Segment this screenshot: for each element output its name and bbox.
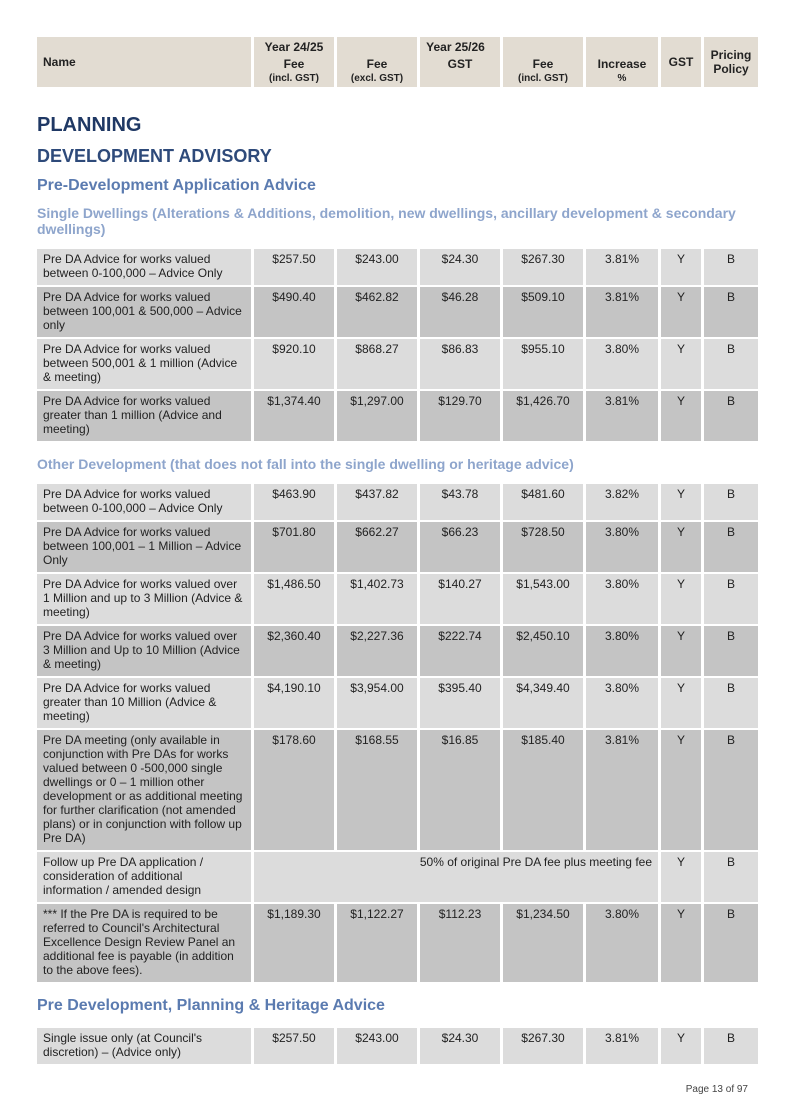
- row-fee-excl-gst: $1,122.27: [337, 904, 417, 982]
- row-fee-incl-gst: $1,426.70: [503, 391, 583, 441]
- row-pricing-policy: B: [704, 852, 758, 902]
- row-name: Pre DA meeting (only available in conjunction with Pre DAs for works valued between 0 -500,000 single dwellings or 0 – 1 million other development or as additional meeting for further clarification (not amended plans) or in conjunction with follow up Pre DA): [37, 730, 251, 850]
- header-gst-flag: GST: [661, 37, 701, 87]
- header-year-2526: Year 25/26: [426, 40, 485, 54]
- table-row: [37, 730, 748, 850]
- row-fee-2425: $1,486.50: [254, 574, 334, 624]
- row-fee-excl-gst: $1,402.73: [337, 574, 417, 624]
- table-row: [37, 626, 748, 676]
- row-gst-flag: Y: [661, 1028, 701, 1064]
- row-gst-flag: Y: [661, 904, 701, 982]
- row-fee-excl-gst: $3,954.00: [337, 678, 417, 728]
- row-increase: 3.82%: [586, 484, 658, 520]
- row-increase: 3.80%: [586, 574, 658, 624]
- heading-pre-da-advice: Pre-Development Application Advice: [37, 177, 316, 194]
- row-pricing-policy: B: [704, 1028, 758, 1064]
- row-gst-amount: $24.30: [420, 249, 500, 285]
- single-dwellings-table: [37, 249, 748, 441]
- row-name: Pre DA Advice for works valued between 100,001 & 500,000 – Advice only: [37, 287, 251, 337]
- row-fee-excl-gst: $1,297.00: [337, 391, 417, 441]
- row-gst-amount: $222.74: [420, 626, 500, 676]
- row-name: Pre DA Advice for works valued greater than 1 million (Advice and meeting): [37, 391, 251, 441]
- header-pricing-policy: Pricing Policy: [704, 37, 758, 87]
- row-increase: 3.81%: [586, 391, 658, 441]
- row-gst-amount: $395.40: [420, 678, 500, 728]
- heritage-advice-table: [37, 1028, 748, 1064]
- row-pricing-policy: B: [704, 730, 758, 850]
- row-fee-incl-gst: $4,349.40: [503, 678, 583, 728]
- row-fee-2425: $178.60: [254, 730, 334, 850]
- heading-single-dwellings: Single Dwellings (Alterations & Additions, demolition, new dwellings, ancillary development & secondary dwellings): [37, 205, 736, 237]
- row-gst-amount: $46.28: [420, 287, 500, 337]
- row-gst-flag: Y: [661, 574, 701, 624]
- other-development-table: [37, 484, 748, 982]
- table-row: [37, 249, 748, 285]
- row-fee-incl-gst: $1,543.00: [503, 574, 583, 624]
- row-pricing-policy: B: [704, 287, 758, 337]
- header-fee-label: Fee: [283, 57, 305, 71]
- row-pricing-policy: B: [704, 574, 758, 624]
- row-increase: 3.81%: [586, 249, 658, 285]
- row-fee-incl-gst: $185.40: [503, 730, 583, 850]
- row-gst-flag: Y: [661, 852, 701, 902]
- row-pricing-policy: B: [704, 678, 758, 728]
- row-fee-excl-gst: $2,227.36: [337, 626, 417, 676]
- row-gst-amount: $24.30: [420, 1028, 500, 1064]
- table-header: [37, 37, 752, 87]
- row-fee-excl-gst: $168.55: [337, 730, 417, 850]
- row-increase: 3.81%: [586, 730, 658, 850]
- row-gst-amount: $16.85: [420, 730, 500, 850]
- header-increase: [586, 37, 658, 87]
- page-number: Page 13 of 97: [685, 1084, 748, 1095]
- row-fee-2425: $1,189.30: [254, 904, 334, 982]
- row-fee-incl-gst: $481.60: [503, 484, 583, 520]
- row-fee-excl-gst: $437.82: [337, 484, 417, 520]
- row-gst-flag: Y: [661, 287, 701, 337]
- table-row: [37, 904, 748, 982]
- row-increase: 3.80%: [586, 522, 658, 572]
- row-gst-amount: $86.83: [420, 339, 500, 389]
- row-gst-flag: Y: [661, 249, 701, 285]
- row-name: Pre DA Advice for works valued between 100,001 – 1 Million – Advice Only: [37, 522, 251, 572]
- row-fee-2425: $257.50: [254, 249, 334, 285]
- row-fee-incl-gst: $267.30: [503, 249, 583, 285]
- row-gst-amount: $129.70: [420, 391, 500, 441]
- row-gst-flag: Y: [661, 730, 701, 850]
- row-pricing-policy: B: [704, 904, 758, 982]
- header-name: Name: [37, 37, 251, 87]
- row-gst-flag: Y: [661, 626, 701, 676]
- row-gst-flag: Y: [661, 522, 701, 572]
- row-gst-flag: Y: [661, 484, 701, 520]
- row-fee-note: 50% of original Pre DA fee plus meeting fee: [254, 852, 658, 902]
- header-fee-2425: [254, 37, 334, 87]
- row-name: Pre DA Advice for works valued greater than 10 Million (Advice & meeting): [37, 678, 251, 728]
- heading-planning: PLANNING: [37, 114, 142, 136]
- header-year-2425: Year 24/25: [264, 40, 324, 54]
- row-fee-incl-gst: $955.10: [503, 339, 583, 389]
- row-fee-2425: $463.90: [254, 484, 334, 520]
- row-gst-amount: $43.78: [420, 484, 500, 520]
- row-name: Pre DA Advice for works valued between 0-100,000 – Advice Only: [37, 484, 251, 520]
- row-name: Pre DA Advice for works valued over 3 Million and Up to 10 Million (Advice & meeting): [37, 626, 251, 676]
- row-fee-excl-gst: $868.27: [337, 339, 417, 389]
- row-fee-incl-gst: $509.10: [503, 287, 583, 337]
- row-gst-amount: $66.23: [420, 522, 500, 572]
- table-row: [37, 852, 748, 902]
- row-fee-incl-gst: $728.50: [503, 522, 583, 572]
- row-pricing-policy: B: [704, 626, 758, 676]
- row-fee-incl-gst: $2,450.10: [503, 626, 583, 676]
- fee-schedule-page: [37, 37, 752, 1064]
- header-fee-label: Fee: [532, 57, 554, 71]
- row-fee-excl-gst: $243.00: [337, 249, 417, 285]
- row-fee-2425: $2,360.40: [254, 626, 334, 676]
- row-pricing-policy: B: [704, 249, 758, 285]
- table-row: [37, 574, 748, 624]
- table-row: [37, 522, 748, 572]
- row-gst-amount: $140.27: [420, 574, 500, 624]
- header-increase-label: Increase: [597, 57, 647, 71]
- header-percent: %: [617, 73, 627, 84]
- row-name: Follow up Pre DA application / consideration of additional information / amended design: [37, 852, 251, 902]
- row-fee-excl-gst: $462.82: [337, 287, 417, 337]
- row-gst-flag: Y: [661, 678, 701, 728]
- row-pricing-policy: B: [704, 339, 758, 389]
- row-increase: 3.80%: [586, 678, 658, 728]
- heading-development-advisory: DEVELOPMENT ADVISORY: [37, 146, 272, 166]
- row-fee-excl-gst: $243.00: [337, 1028, 417, 1064]
- row-gst-flag: Y: [661, 339, 701, 389]
- row-gst-flag: Y: [661, 391, 701, 441]
- table-row: [37, 678, 748, 728]
- row-fee-2425: $257.50: [254, 1028, 334, 1064]
- table-row: [37, 391, 748, 441]
- row-name: Pre DA Advice for works valued between 500,001 & 1 million (Advice & meeting): [37, 339, 251, 389]
- row-fee-2425: $1,374.40: [254, 391, 334, 441]
- row-increase: 3.81%: [586, 287, 658, 337]
- header-fee-label: Fee: [366, 57, 388, 71]
- heading-pre-dev-heritage: Pre Development, Planning & Heritage Advice: [37, 997, 385, 1014]
- row-pricing-policy: B: [704, 522, 758, 572]
- row-name: Pre DA Advice for works valued between 0-100,000 – Advice Only: [37, 249, 251, 285]
- row-name: Single issue only (at Council's discretion) – (Advice only): [37, 1028, 251, 1064]
- row-increase: 3.80%: [586, 626, 658, 676]
- row-pricing-policy: B: [704, 484, 758, 520]
- header-gst-label: GST: [447, 57, 473, 71]
- table-row: [37, 484, 748, 520]
- header-incl-gst: (incl. GST): [269, 73, 319, 84]
- row-increase: 3.80%: [586, 339, 658, 389]
- header-incl-gst: (incl. GST): [518, 73, 568, 84]
- table-row: [37, 287, 748, 337]
- row-name: Pre DA Advice for works valued over 1 Million and up to 3 Million (Advice & meeting): [37, 574, 251, 624]
- row-fee-incl-gst: $267.30: [503, 1028, 583, 1064]
- row-pricing-policy: B: [704, 391, 758, 441]
- row-fee-incl-gst: $1,234.50: [503, 904, 583, 982]
- row-fee-2425: $701.80: [254, 522, 334, 572]
- row-fee-2425: $490.40: [254, 287, 334, 337]
- header-excl-gst: (excl. GST): [350, 73, 404, 84]
- table-row: [37, 339, 748, 389]
- row-increase: 3.80%: [586, 904, 658, 982]
- table-row: [37, 1028, 748, 1064]
- heading-other-development: Other Development (that does not fall into the single dwelling or heritage advice): [37, 456, 574, 472]
- row-fee-2425: $920.10: [254, 339, 334, 389]
- row-gst-amount: $112.23: [420, 904, 500, 982]
- row-increase: 3.81%: [586, 1028, 658, 1064]
- row-fee-2425: $4,190.10: [254, 678, 334, 728]
- row-fee-excl-gst: $662.27: [337, 522, 417, 572]
- row-name: *** If the Pre DA is required to be referred to Council's Architectural Excellence Design Review Panel an additional fee is payable (in addition to the above fees).: [37, 904, 251, 982]
